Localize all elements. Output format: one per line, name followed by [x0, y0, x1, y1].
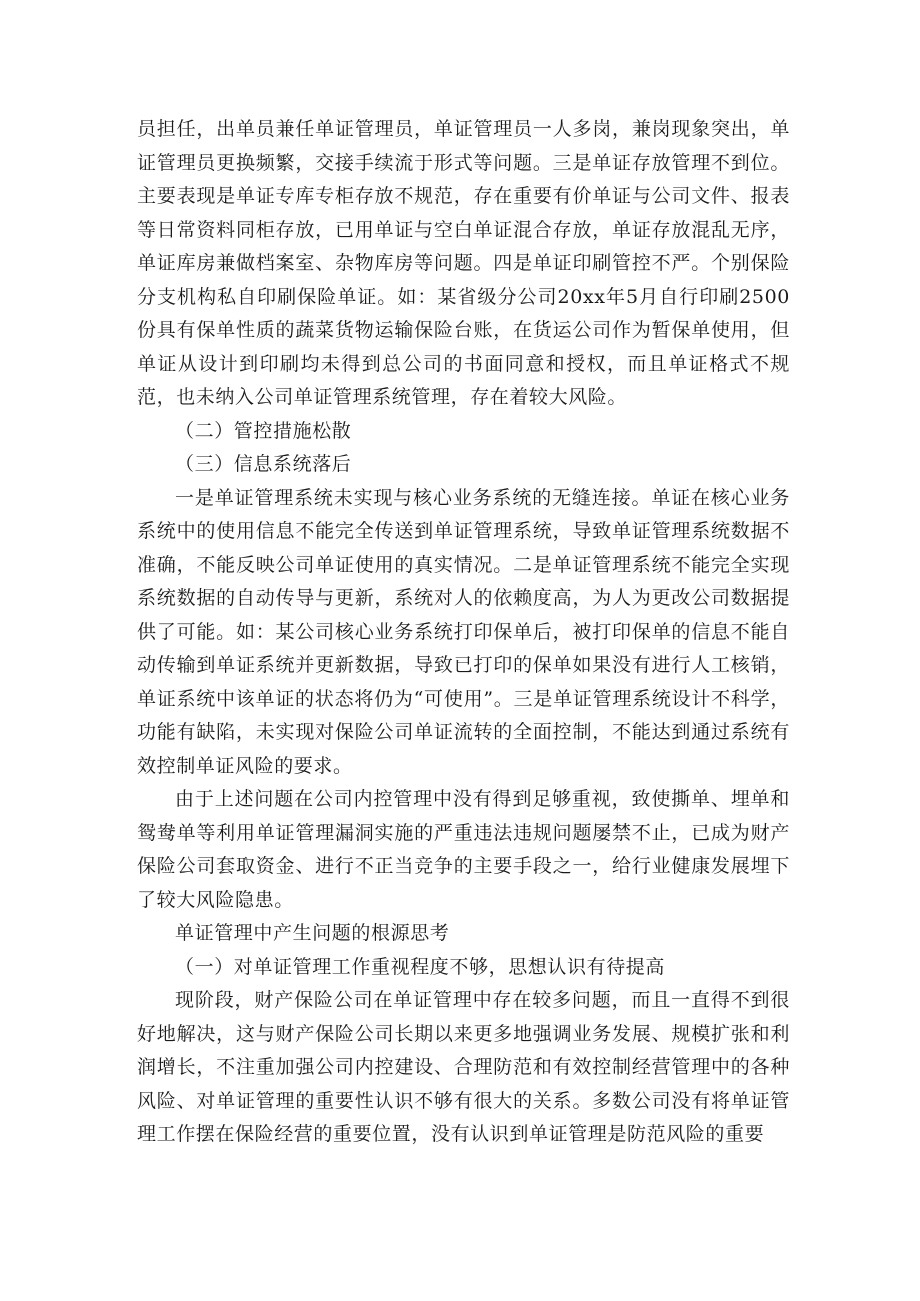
document-body [137, 113, 790, 1152]
section-heading-control-measures: （二）管控措施松散 [175, 419, 352, 442]
paragraph-information-system: 一是单证管理系统未实现与核心业务系统的无缝连接。单证在核心业务系统中的使用信息不能完全传送到单证管理系统，导致单证管理系统数据不准确，不能反映公司单证使用的真实情况。二是单证管理系统不能完全实现系统数据的自动传导与更新，系统对人的依赖度高，为人为更改公司数据提供了可能。如：某公司核心业务系统打印保单后，被打印保单的信息不能自动传输到单证系统并更新数据，导致已打印的保单如果没有进行人工核销，单证系统中该单证的状态将仍为“可使用”。三是单证管理系统设计不科学，功能有缺陷，未实现对保险公司单证流转的全面控制，不能达到通过系统有效控制单证风险的要求。 [137, 486, 790, 777]
section-heading-awareness: （一）对单证管理工作重视程度不够，思想认识有待提高 [175, 955, 666, 978]
section-heading-root-causes: 单证管理中产生问题的根源思考 [175, 922, 450, 944]
section-heading-information-system: （三）信息系统落后 [175, 453, 352, 475]
paragraph-awareness: 现阶段，财产保险公司在单证管理中存在较多问题，而且一直得不到很好地解决，这与财产保险公司长期以来更多地强调业务发展、规模扩张和利润增长，不注重加强公司内控建设、合理防范和有效控制经营管理中的各种风险、对单证管理的重要性认识不够有很大的关系。多数公司没有将单证管理工作摆在保险经营的重要位置，没有认识到单证管理是防范风险的重要 [137, 989, 790, 1145]
paragraph-summary: 由于上述问题在公司内控管理中没有得到足够重视，致使撕单、埋单和鸳鸯单等利用单证管理漏洞实施的严重违法违规问题屡禁不止，已成为财产保险公司套取资金、进行不正当竞争的主要手段之一，给行业健康发展埋下了较大风险隐患。 [137, 788, 790, 911]
paragraph-continuation: 员担任，出单员兼任单证管理员，单证管理员一人多岗，兼岗现象突出，单证管理员更换频繁，交接手续流于形式等问题。三是单证存放管理不到位。主要表现是单证专库专柜存放不规范，存在重要有价单证与公司文件、报表等日常资料同柜存放，已用单证与空白单证混合存放，单证存放混乱无序，单证库房兼做档案室、杂物库房等问题。四是单证印刷管控不严。个别保险分支机构私自印刷保险单证。如：某省级分公司20xx年5月自行印刷2500份具有保单性质的蔬菜货物运输保险台账，在货运公司作为暂保单使用，但单证从设计到印刷均未得到总公司的书面同意和授权，而且单证格式不规范，也未纳入公司单证管理系统管理，存在着较大风险。 [137, 118, 790, 408]
